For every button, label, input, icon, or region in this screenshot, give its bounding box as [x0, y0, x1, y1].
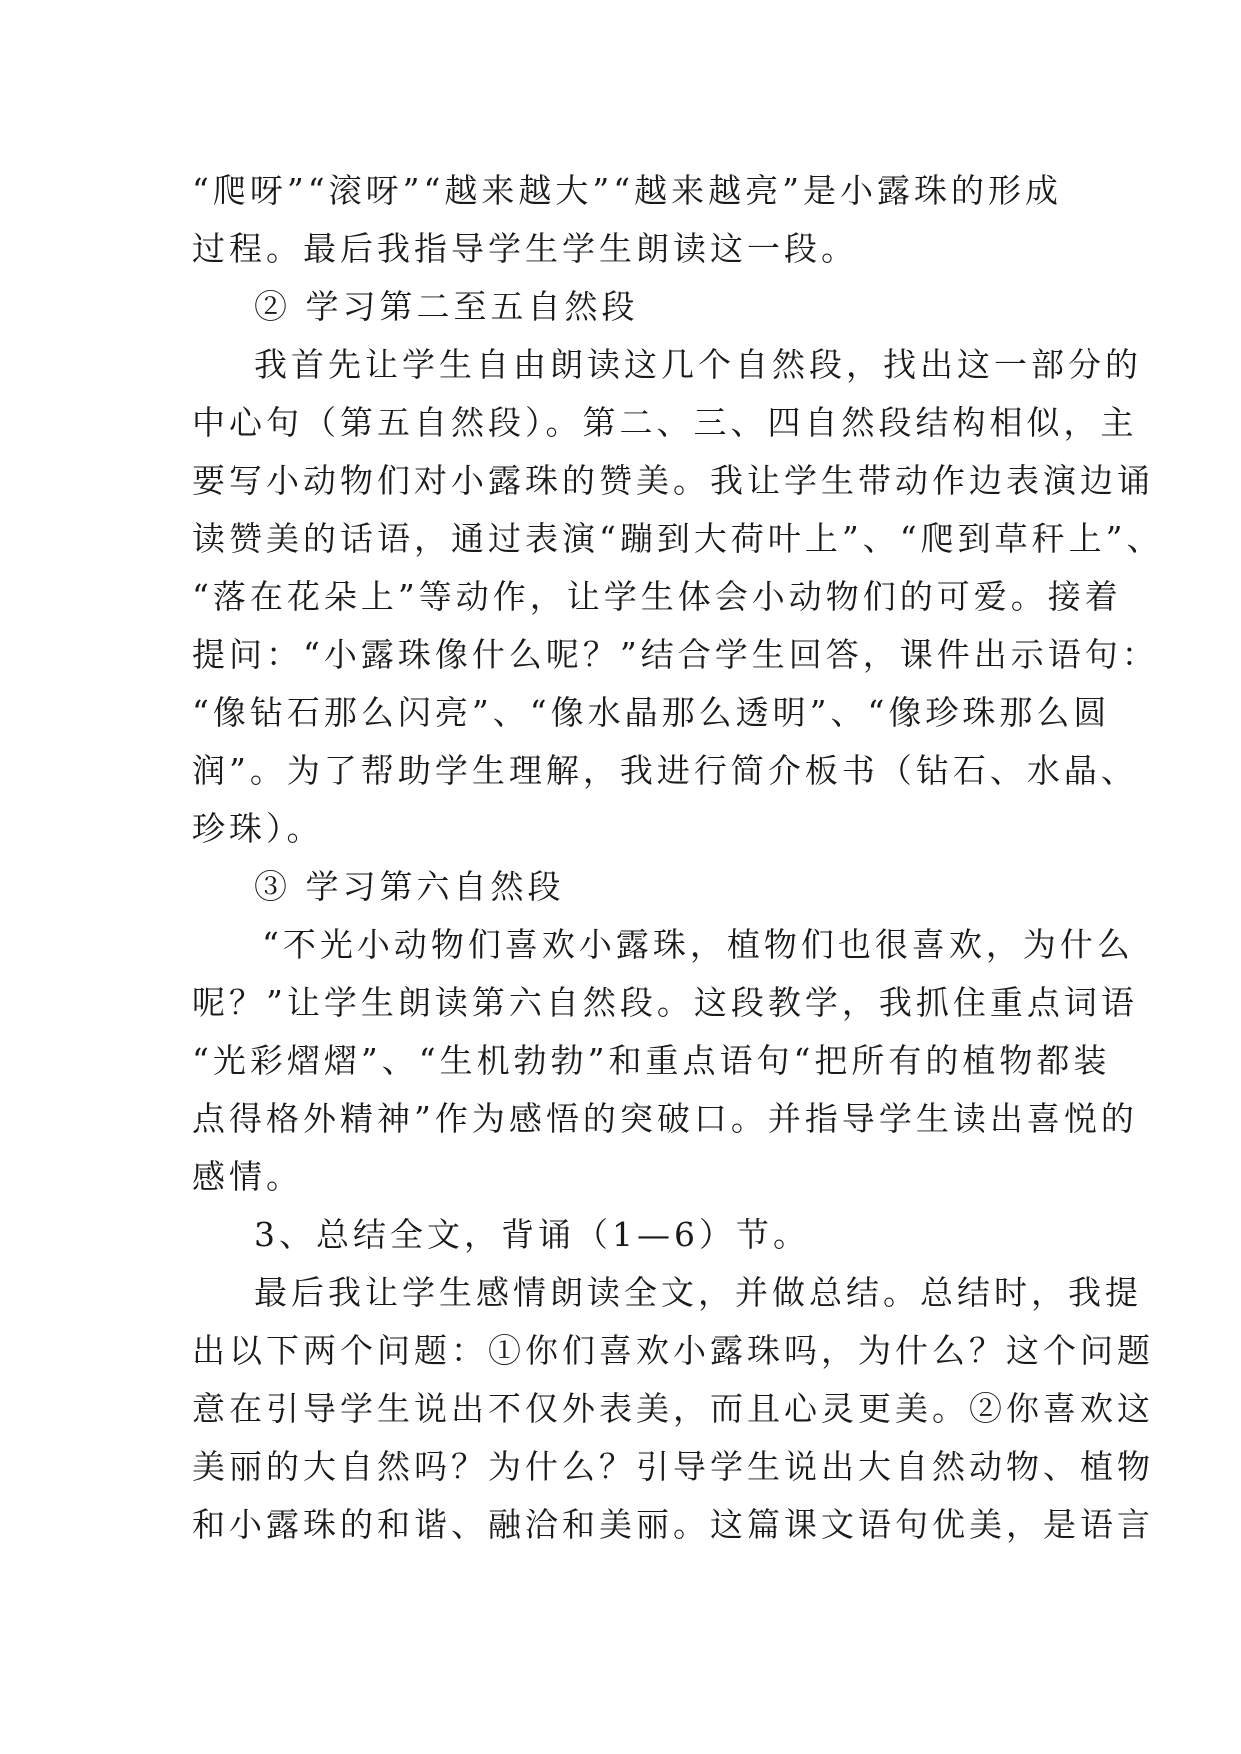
text-line: 出以下两个问题：①你们喜欢小露珠吗，为什么？这个问题: [192, 1331, 1154, 1370]
text-line: 意在引导学生说出不仅外表美，而且心灵更美。②你喜欢这: [192, 1389, 1154, 1428]
text-line: 读赞美的话语，通过表演“蹦到大荷叶上”、“爬到草秆上”、: [192, 519, 1164, 558]
text-line: 润”。为了帮助学生理解，我进行简介板书（钻石、水晶、: [192, 751, 1138, 790]
text-line: 美丽的大自然吗？为什么？引导学生说出大自然动物、植物: [192, 1447, 1154, 1486]
text-line: “落在花朵上”等动作，让学生体会小动物们的可爱。接着: [192, 577, 1122, 616]
text-line: “爬呀”“滚呀”“越来越大”“越来越亮”是小露珠的形成: [192, 171, 1062, 210]
text-line: 最后我让学生感情朗读全文，并做总结。总结时，我提: [254, 1273, 1142, 1312]
text-line: 过程。最后我指导学生学生朗读这一段。: [192, 229, 858, 268]
section-heading: 3、总结全文，背诵（1—6）节。: [254, 1215, 810, 1254]
text-line: 呢？”让学生朗读第六自然段。这段教学，我抓住重点词语: [192, 983, 1138, 1022]
text-line: 我首先让学生自由朗读这几个自然段，找出这一部分的: [254, 345, 1142, 384]
text-line: 珍珠）。: [192, 809, 324, 848]
text-line: “像钻石那么闪亮”、“像水晶那么透明”、“像珍珠那么圆: [192, 693, 1111, 732]
text-line: “光彩熠熠”、“生机勃勃”和重点语句“把所有的植物都装: [192, 1041, 1111, 1080]
text-line: 中心句（第五自然段）。第二、三、四自然段结构相似，主: [192, 403, 1138, 442]
text-line: “不光小动物们喜欢小露珠，植物们也很喜欢，为什么: [262, 925, 1134, 964]
text-line: 要写小动物们对小露珠的赞美。我让学生带动作边表演边诵: [192, 461, 1154, 500]
text-line: 感情。: [192, 1157, 303, 1196]
text-line: 点得格外精神”作为感悟的突破口。并指导学生读出喜悦的: [192, 1099, 1138, 1138]
text-line: 和小露珠的和谐、融洽和美丽。这篇课文语句优美，是语言: [192, 1505, 1154, 1544]
section-heading: ③ 学习第六自然段: [254, 867, 565, 906]
section-heading: ② 学习第二至五自然段: [254, 287, 639, 326]
text-line: 提问：“小露珠像什么呢？”结合学生回答，课件出示语句：: [192, 635, 1159, 674]
body-text: [192, 162, 1164, 1554]
